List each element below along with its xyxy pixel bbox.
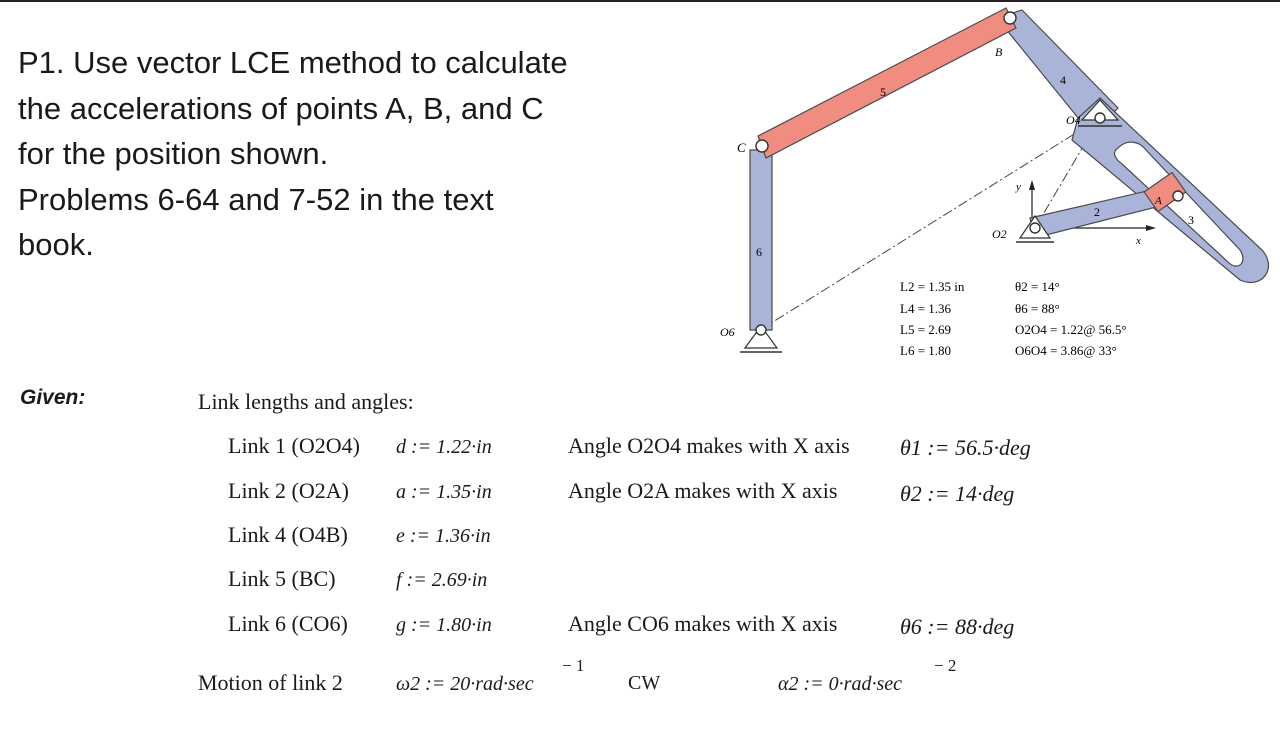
link-2-angle-desc: Angle O2A makes with X axis	[568, 478, 838, 503]
x-axis-arrow	[1146, 225, 1156, 231]
problem-line-4: Problems 6-64 and 7-52 in the text	[18, 181, 494, 217]
label-o2: O2	[992, 227, 1007, 241]
param-l5: L5 = 2.69	[900, 322, 952, 337]
label-y: y	[1016, 181, 1021, 193]
y-axis-arrow	[1029, 180, 1035, 190]
direction-label: CW	[628, 672, 661, 694]
label-link-2: 2	[1094, 205, 1100, 219]
pin-b	[1004, 12, 1016, 24]
link-6-angle-value: θ6 := 88·deg	[900, 614, 1015, 639]
given-label: Given:	[20, 386, 86, 409]
link-5-name: Link 5 (BC)	[228, 566, 336, 591]
param-o6o4: O6O4 = 3.86@ 33°	[1015, 343, 1117, 358]
pin-o2	[1030, 223, 1040, 233]
param-l2: L2 = 1.35 in	[900, 279, 965, 294]
link-1-value: d := 1.22·in	[396, 436, 492, 458]
link-5	[758, 8, 1016, 158]
pin-c	[756, 140, 768, 152]
mechanism-diagram	[700, 0, 1280, 390]
problem-line-2: the accelerations of points A, B, and C	[18, 90, 544, 126]
link-1-angle-value: θ1 := 56.5·deg	[900, 435, 1031, 460]
link-2-name: Link 2 (O2A)	[228, 478, 349, 503]
pin-o6	[756, 325, 766, 335]
label-c: C	[737, 140, 746, 155]
param-o2o4: O2O4 = 1.22@ 56.5°	[1015, 322, 1127, 337]
link-4-name: Link 4 (O4B)	[228, 522, 348, 547]
label-o6: O6	[720, 325, 735, 339]
problem-line-5: book.	[18, 227, 94, 262]
param-l4: L4 = 1.36	[900, 301, 952, 316]
link-5-value: f := 2.69·in	[396, 569, 488, 591]
label-link-6: 6	[756, 245, 762, 259]
pin-a	[1173, 191, 1183, 201]
link-1-angle-desc: Angle O2O4 makes with X axis	[568, 433, 850, 458]
problem-line-1: P1. Use vector LCE method to calculate	[18, 45, 568, 80]
param-l6: L6 = 1.80	[900, 343, 952, 358]
problem-line-3: for the position shown.	[18, 136, 329, 171]
label-x: x	[1136, 235, 1141, 247]
pin-o4	[1095, 113, 1105, 123]
label-link-4: 4	[1060, 73, 1066, 87]
given-heading: Link lengths and angles:	[198, 389, 414, 414]
param-theta2: θ2 = 14°	[1015, 279, 1060, 294]
omega-value: ω2 := 20·rad·sec	[396, 673, 534, 695]
label-b: B	[995, 45, 1003, 59]
link-6-angle-desc: Angle CO6 makes with X axis	[568, 611, 838, 636]
param-theta6: θ6 = 88°	[1015, 301, 1060, 316]
omega-exponent: − 1	[562, 656, 585, 675]
problem-statement	[18, 40, 658, 268]
link-2-angle-value: θ2 := 14·deg	[900, 481, 1015, 506]
link-6-value: g := 1.80·in	[396, 614, 492, 636]
motion-label: Motion of link 2	[198, 670, 343, 695]
alpha-exponent: − 2	[934, 656, 957, 675]
label-a: A	[1155, 195, 1162, 207]
label-o4: O4	[1066, 113, 1081, 127]
alpha-value: α2 := 0·rad·sec	[778, 673, 902, 695]
label-link-5: 5	[880, 85, 886, 99]
label-link-3: 3	[1188, 213, 1194, 227]
link-6	[750, 150, 772, 330]
link-1-name: Link 1 (O2O4)	[228, 433, 360, 458]
link-6-name: Link 6 (CO6)	[228, 611, 348, 636]
link-2-value: a := 1.35·in	[396, 481, 492, 503]
link-4-value: e := 1.36·in	[396, 525, 491, 547]
